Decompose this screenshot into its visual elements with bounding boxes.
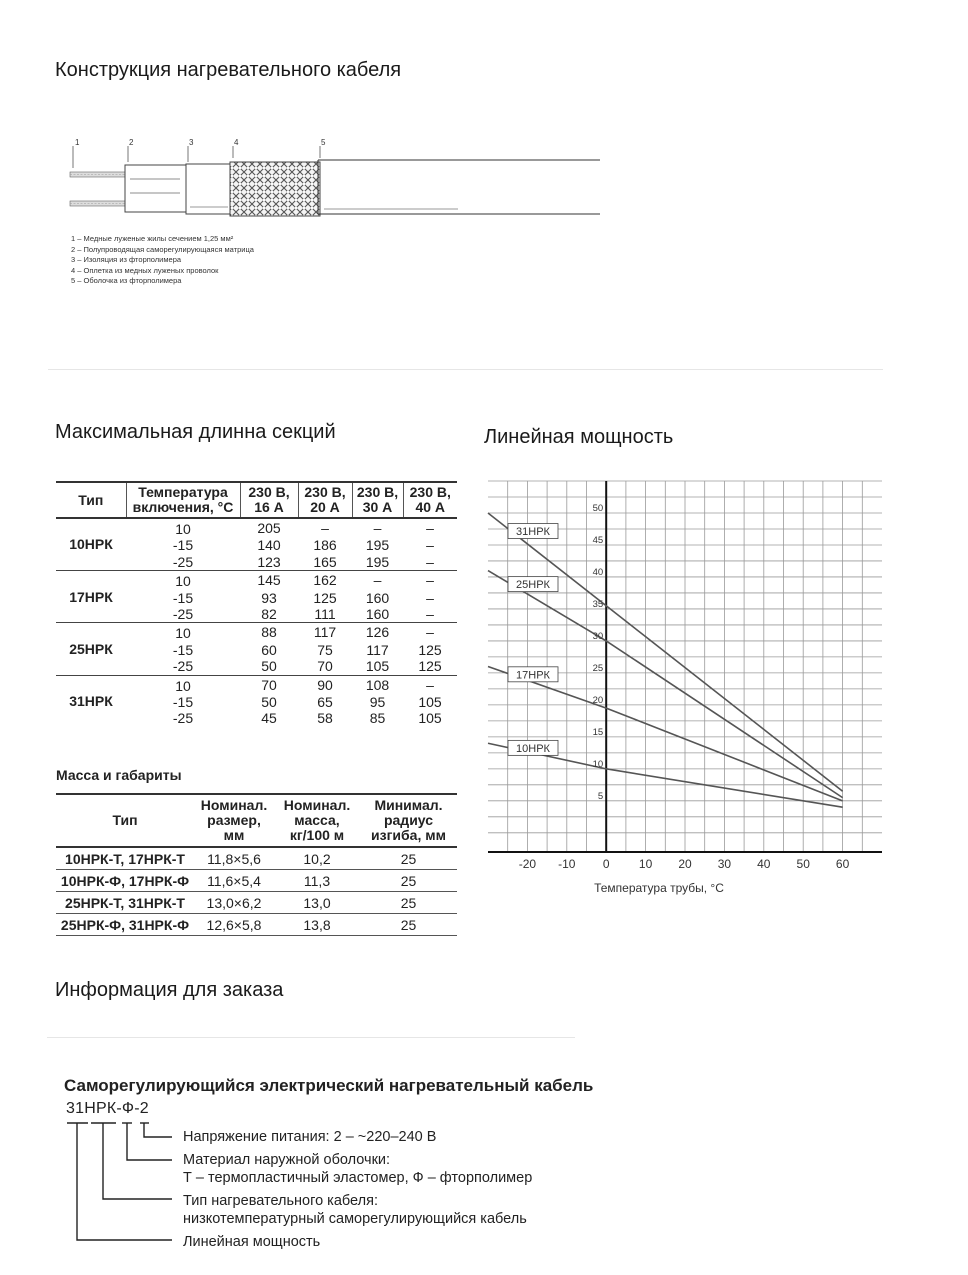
matrix-layer: [125, 165, 188, 212]
mass-title: Масса и габариты: [56, 767, 182, 783]
order-item-power: Линейная мощность: [183, 1234, 321, 1250]
max-length-title: Максимальная длинна секций: [55, 421, 336, 443]
y-tick-label: 50: [592, 502, 604, 514]
table-row: -25 82 111 160 –: [56, 606, 457, 623]
legend-item: 5 – Оболочка из фторполимера: [71, 276, 182, 285]
legend-item: 1 – Медные луженые жилы сечением 1,25 мм²: [71, 234, 234, 243]
y-tick-label: 40: [592, 566, 604, 578]
table-row: 25НРК 10 88 117 126 –: [56, 623, 457, 642]
series-label: 10НРК: [516, 742, 550, 755]
y-tick-label: 35: [592, 598, 604, 610]
series-label: 17НРК: [516, 669, 550, 682]
order-code: 31НРК-Ф-2: [66, 1100, 149, 1117]
x-tick-label: -10: [558, 857, 576, 871]
table-row: -15 60 75 117 125: [172, 641, 442, 658]
table-row: -25 123 165 195 –: [56, 554, 457, 571]
table-row: 25НРК-Ф, 31НРК-Ф 12,6×5,8 13,8 25: [56, 914, 457, 936]
x-axis-label: Температура трубы, °С: [594, 881, 724, 895]
table-row: 25НРК-Т, 31НРК-Т 13,0×6,2 13,0 25: [56, 892, 457, 914]
x-tick-label: 10: [638, 857, 653, 871]
order-code-brackets: [60, 1118, 190, 1248]
power-chart-title: Линейная мощность: [484, 426, 674, 448]
col-temperature: Температура включения, °С: [126, 482, 240, 518]
order-item-cable-type: Тип нагревательного кабеля: низкотемпературный саморегулирующийся кабель: [183, 1193, 527, 1227]
x-tick-label: 0: [602, 857, 610, 871]
y-tick-label: 20: [592, 694, 604, 706]
col-30a: 230 В, 30 А: [352, 482, 403, 518]
order-item-jacket: Материал наружной оболочки: Т – термопластичный эластомер, Ф – фторполимер: [183, 1152, 533, 1186]
table-row: 10НРК-Ф, 17НРК-Ф 11,6×5,4 11,3 25: [56, 870, 457, 892]
copper-conductors: [70, 172, 128, 206]
y-tick-label: 10: [592, 758, 604, 770]
x-tick-label: 30: [717, 857, 732, 871]
x-tick-labels: [519, 857, 850, 871]
col-type: Тип: [56, 794, 194, 847]
table-row: -15 140 186 195 –: [172, 537, 434, 554]
marker-4: 4: [234, 138, 239, 147]
y-tick-label: 5: [597, 790, 604, 802]
x-tick-label: 50: [796, 857, 810, 871]
y-tick-label: 15: [592, 726, 604, 738]
construction-title: Конструкция нагревательного кабеля: [55, 59, 402, 81]
construction-legend: [71, 234, 254, 287]
divider: [47, 1037, 575, 1038]
marker-5: 5: [321, 138, 326, 147]
marker-1: 1: [75, 138, 80, 147]
insulation-layer: [186, 164, 232, 214]
series-label: 31НРК: [516, 526, 550, 539]
legend-item: 2 – Полупроводящая саморегулирующаяся матрица: [71, 244, 254, 254]
col-40a: 230 В, 40 А: [403, 482, 457, 518]
power-chart: [484, 476, 888, 904]
table-row: -25 50 70 105 125: [56, 658, 457, 675]
table-row: 31НРК 10 70 90 108 –: [69, 676, 434, 710]
table-row: 10НРК 10 205 – – –: [56, 518, 457, 537]
y-tick-labels: [593, 503, 604, 802]
y-tick-label: 45: [592, 534, 604, 546]
order-box-title: Саморегулирующийся электрический нагревательный кабель: [64, 1076, 594, 1095]
y-tick-label: 30: [592, 630, 604, 642]
jacket-layer: [318, 160, 600, 214]
table-row: -15 93 125 160 –: [172, 589, 434, 606]
marker-2: 2: [129, 138, 134, 147]
legend-item: 3 – Изоляция из фторполимера: [71, 255, 182, 264]
x-tick-label: 40: [757, 857, 771, 871]
mass-table: [56, 793, 457, 936]
grid-vertical: [508, 481, 863, 852]
max-length-table: [56, 481, 457, 727]
col-size: Номинал. размер, мм: [194, 794, 274, 847]
x-tick-label: 60: [835, 857, 850, 871]
series-label: 25НРК: [516, 579, 550, 592]
table-row: -15 50 65 95 105: [172, 694, 442, 711]
table-row: -25 45 58 85 105: [172, 710, 442, 727]
col-mass: Номинал. масса, кг/100 м: [274, 794, 360, 847]
col-radius: Минимал. радиус изгиба, мм: [360, 794, 457, 847]
col-type: Тип: [56, 482, 126, 518]
x-tick-label: 20: [678, 857, 692, 871]
marker-3: 3: [189, 138, 194, 147]
braid-layer: [230, 162, 320, 216]
y-tick-label: 25: [592, 662, 604, 674]
table-row: 17НРК 10 145 162 – –: [56, 571, 457, 590]
legend-item: 4 – Оплетка из медных луженых проволок: [71, 265, 219, 275]
order-item-voltage: Напряжение питания: 2 – ~220–240 В: [183, 1129, 437, 1145]
table-row: 10НРК-Т, 17НРК-Т 11,8×5,6 10,2 25: [56, 847, 457, 870]
col-16a: 230 В, 16 А: [240, 482, 298, 518]
order-title: Информация для заказа: [55, 979, 284, 1001]
divider: [48, 369, 883, 370]
x-tick-label: -20: [518, 857, 537, 871]
col-20a: 230 В, 20 А: [298, 482, 352, 518]
cable-construction-diagram: [60, 132, 620, 232]
